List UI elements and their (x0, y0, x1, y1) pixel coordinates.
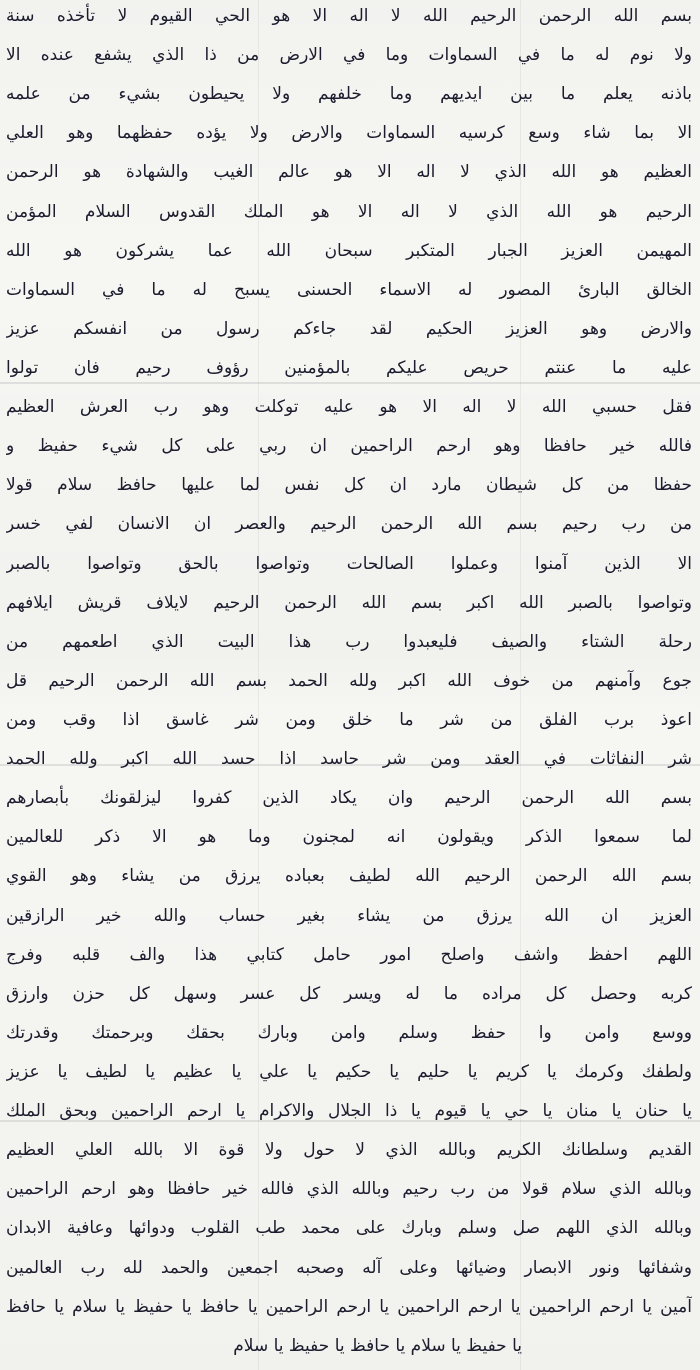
text-line: العظيم هو الله الذي لا اله الا هو عالم الغيب والشهادة هو الرحمن (6, 162, 692, 183)
text-line: بسم الله الرحمن الرحيم الله لا اله الا هو الحي القيوم لا تأخذه سنة (6, 6, 692, 26)
text-line: الا بما شاء وسع كرسيه السماوات والارض ولا يؤده حفظهما وهو العلي (6, 123, 692, 144)
text-line: ووسع وامن وا حفظ وسلم وامن وبارك بحقك وبرحمتك وقدرتك (6, 1022, 692, 1043)
text-line: وبالله الذي اللهم صل وسلم وبارك على محمد طب القلوب ودوائها وعافية الابدان (6, 1218, 692, 1239)
text-line: المهيمن العزيز الجبار المتكبر سبحان الله عما يشركون هو الله (6, 240, 692, 261)
text-line: فالله خير حافظا وهو ارحم الراحمين ان ربي على كل شيء حفيظ و (6, 436, 692, 457)
text-line: من رب رحيم بسم الله الرحمن الرحيم والعصر ان الانسان لفي خسر (6, 514, 692, 535)
text-line: الخالق البارئ المصور له الاسماء الحسنى يسبح له ما في السماوات (6, 279, 692, 300)
text-line: والارض وهو العزيز الحكيم لقد جاءكم رسول من انفسكم عزيز (6, 318, 692, 339)
text-line: كربه وحصل كل مراده ما له ويسر كل عسر وسهل كل حزن وارزق (6, 983, 692, 1004)
text-line: عليه ما عنتم حريص عليكم بالمؤمنين رؤوف رحيم فان تولوا (6, 357, 692, 378)
handwritten-text-block (6, 2, 692, 1360)
text-line: الا الذين آمنوا وعملوا الصالحات وتواصوا بالحق وتواصوا بالصبر (6, 553, 692, 574)
text-line: رحلة الشتاء والصيف فليعبدوا رب هذا البيت الذي اطعمهم من (6, 631, 692, 652)
text-line: وشفائها ونور الابصار وضيائها وعلى آله وصحبه اجمعين والحمد لله رب العالمين (6, 1257, 692, 1278)
text-line: اللهم احفظ واشف واصلح امور حامل كتابي هذا والف قلبه وفرج (6, 944, 692, 965)
text-line: بسم الله الرحمن الرحيم الله لطيف بعباده يرزق من يشاء وهو القوي (6, 866, 692, 887)
text-line: باذنه يعلم ما بين ايديهم وما خلفهم ولا يحيطون بشيء من علمه (6, 84, 692, 105)
text-line: وبالله الذي سلام قولا من رب رحيم وبالله الذي فالله خير حافظا وهو ارحم الراحمين (6, 1179, 692, 1200)
text-line: فقل حسبي الله لا اله الا هو عليه توكلت وهو رب العرش العظيم (6, 397, 692, 418)
text-line: حفظا من كل شيطان مارد ان كل نفس لما عليها حافظ سلام قولا (6, 475, 692, 496)
text-line: آمين يا ارحم الراحمين يا ارحم الراحمين يا ارحم الراحمين يا حافظ يا حفيظ يا سلام يا حافظ (6, 1296, 692, 1317)
text-line: اعوذ برب الفلق من شر ما خلق ومن شر غاسق اذا وقب ومن (6, 709, 692, 730)
text-line: لما سمعوا الذكر ويقولون انه لمجنون وما هو الا ذكر للعالمين (6, 827, 692, 848)
text-line: بسم الله الرحمن الرحيم وان يكاد الذين كفروا ليزلقونك بأبصارهم (6, 788, 692, 809)
text-line: يا حفيظ يا سلام يا حافظ يا حفيظ يا سلام (233, 1335, 522, 1356)
text-line: وتواصوا بالصبر الله اكبر بسم الله الرحمن الرحيم لايلاف قريش ايلافهم (6, 592, 692, 613)
text-line: الرحيم هو الله الذي لا اله الا هو الملك القدوس السلام المؤمن (6, 201, 692, 222)
text-line: العزيز ان الله يرزق من يشاء بغير حساب والله خير الرازقين (6, 905, 692, 926)
text-line: شر النفاثات في العقد ومن شر حاسد اذا حسد الله اكبر ولله الحمد (6, 749, 692, 770)
text-line: القديم وسلطانك الكريم وبالله الذي لا حول ولا قوة الا بالله العلي العظيم (6, 1140, 692, 1161)
text-line: ولا نوم له ما في السماوات وما في الارض من ذا الذي يشفع عنده الا (6, 45, 692, 66)
text-line: جوع وآمنهم من خوف الله اكبر ولله الحمد بسم الله الرحمن الرحيم قل (6, 670, 692, 691)
text-line: ولطفك وكرمك يا كريم يا حليم يا حكيم يا علي يا عظيم يا لطيف يا عزيز (6, 1061, 692, 1082)
text-line: يا حنان يا منان يا حي يا قيوم يا ذا الجلال والاكرام يا ارحم الراحمين وبحق الملك (6, 1101, 692, 1122)
